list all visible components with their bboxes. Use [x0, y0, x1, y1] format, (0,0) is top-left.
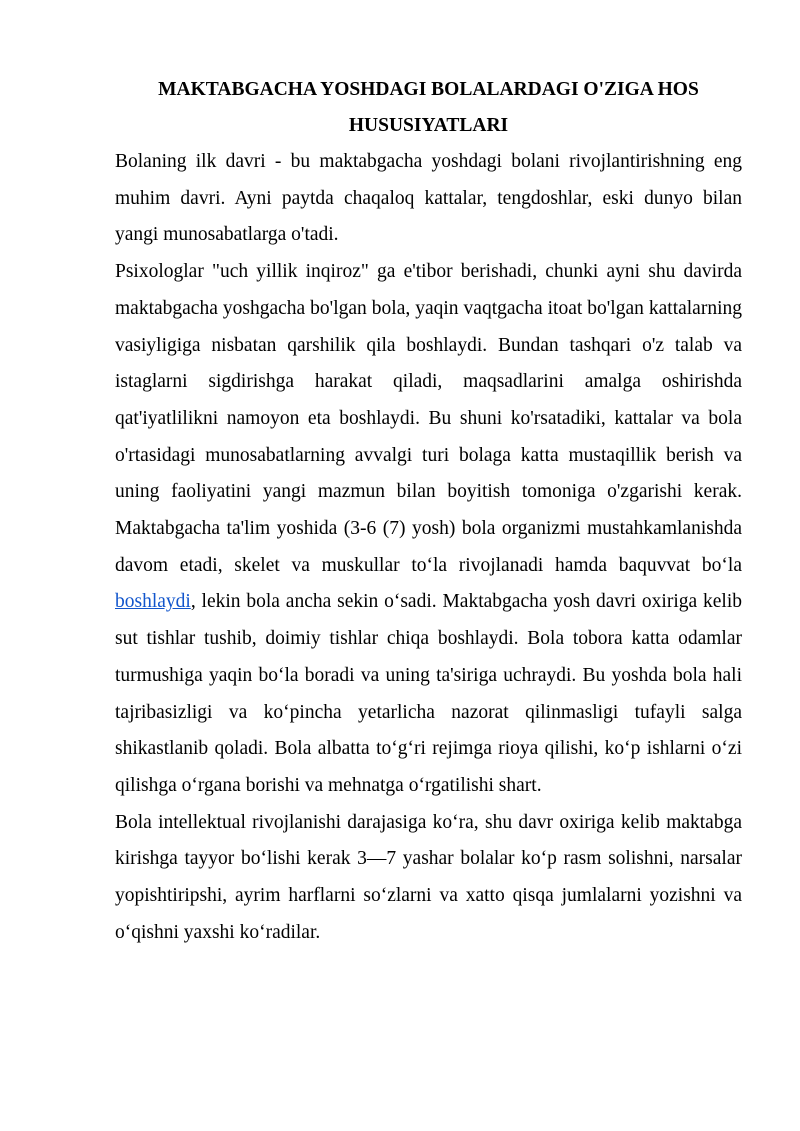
paragraph-1: Bolaning ilk davri - bu maktabgacha yoshdagi bolani rivojlantirishning eng muhim davri. Ayni paytda chaqaloq kattalar, tengdoshlar, eski dunyo bilan yangi munosabatlarga o'tadi.	[115, 151, 742, 246]
document-title: MAKTABGACHA YOSHDAGI BOLALARDAGI O'ZIGA HOS HUSUSIYATLARI	[158, 79, 699, 136]
paragraph-2	[115, 254, 742, 805]
boshlaydi-link[interactable]: boshlaydi	[115, 591, 191, 613]
paragraph-3: Bola intellektual rivojlanishi darajasiga ko‘ra, shu davr oxiriga kelib maktabga kirishga tayyor bo‘lishi kerak 3—7 yashar bolalar ko‘p rasm solishni, narsalar yopishtiripshi, ayrim harflarni so‘zlarni va xatto qisqa jumlalarni yozishni va o‘qishni yaxshi ko‘radilar.	[115, 811, 742, 943]
paragraph-2-text-end: , lekin bola ancha sekin o‘sadi. Maktabgacha yosh davri oxiriga kelib sut tishlar tushib, doimiy tishlar chiqa boshlaydi. Bola tobora katta odamlar turmushiga yaqin bo‘la boradi va uning ta'siriga uchraydi. Bu yoshda bola hali tajribasizligi va ko‘pincha yetarlicha nazorat qilinmasligi tufayli salga shikastlanib qoladi. Bola albatta to‘g‘ri rejimga rioya qilishi, ko‘p ishlarni o‘zi qilishga o‘rgana borishi va mehnatga o‘rgatilishi shart.	[115, 591, 742, 796]
paragraph-2-text-start: Psixologlar "uch yillik inqiroz" ga e'tibor berishadi, chunki ayni shu davirda maktabgacha yoshgacha bo'lgan bola, yaqin vaqtgacha itoat bo'lgan kattalarning vasiyligiga nisbatan qarshilik qila boshlaydi. Bundan tashqari o'z talab va istaglarni sigdirishga harakat qiladi, maqsadlarini amalga oshirishda qat'iyatlilikni namoyon eta boshlaydi. Bu shuni ko'rsatadiki, kattalar va bola o'rtasidagi munosabatlarning avvalgi turi bolaga katta mustaqillik berish va uning faoliyatini yangi mazmun bilan boyitish tomoniga o'zgarishi kerak. Maktabgacha ta'lim yoshida (3-6 (7) yosh) bola organizmi mustahkamlanishda davom etadi, skelet va muskullar to‘la rivojlanadi hamda baquvvat bo‘la	[115, 261, 742, 576]
document-page	[115, 72, 742, 951]
